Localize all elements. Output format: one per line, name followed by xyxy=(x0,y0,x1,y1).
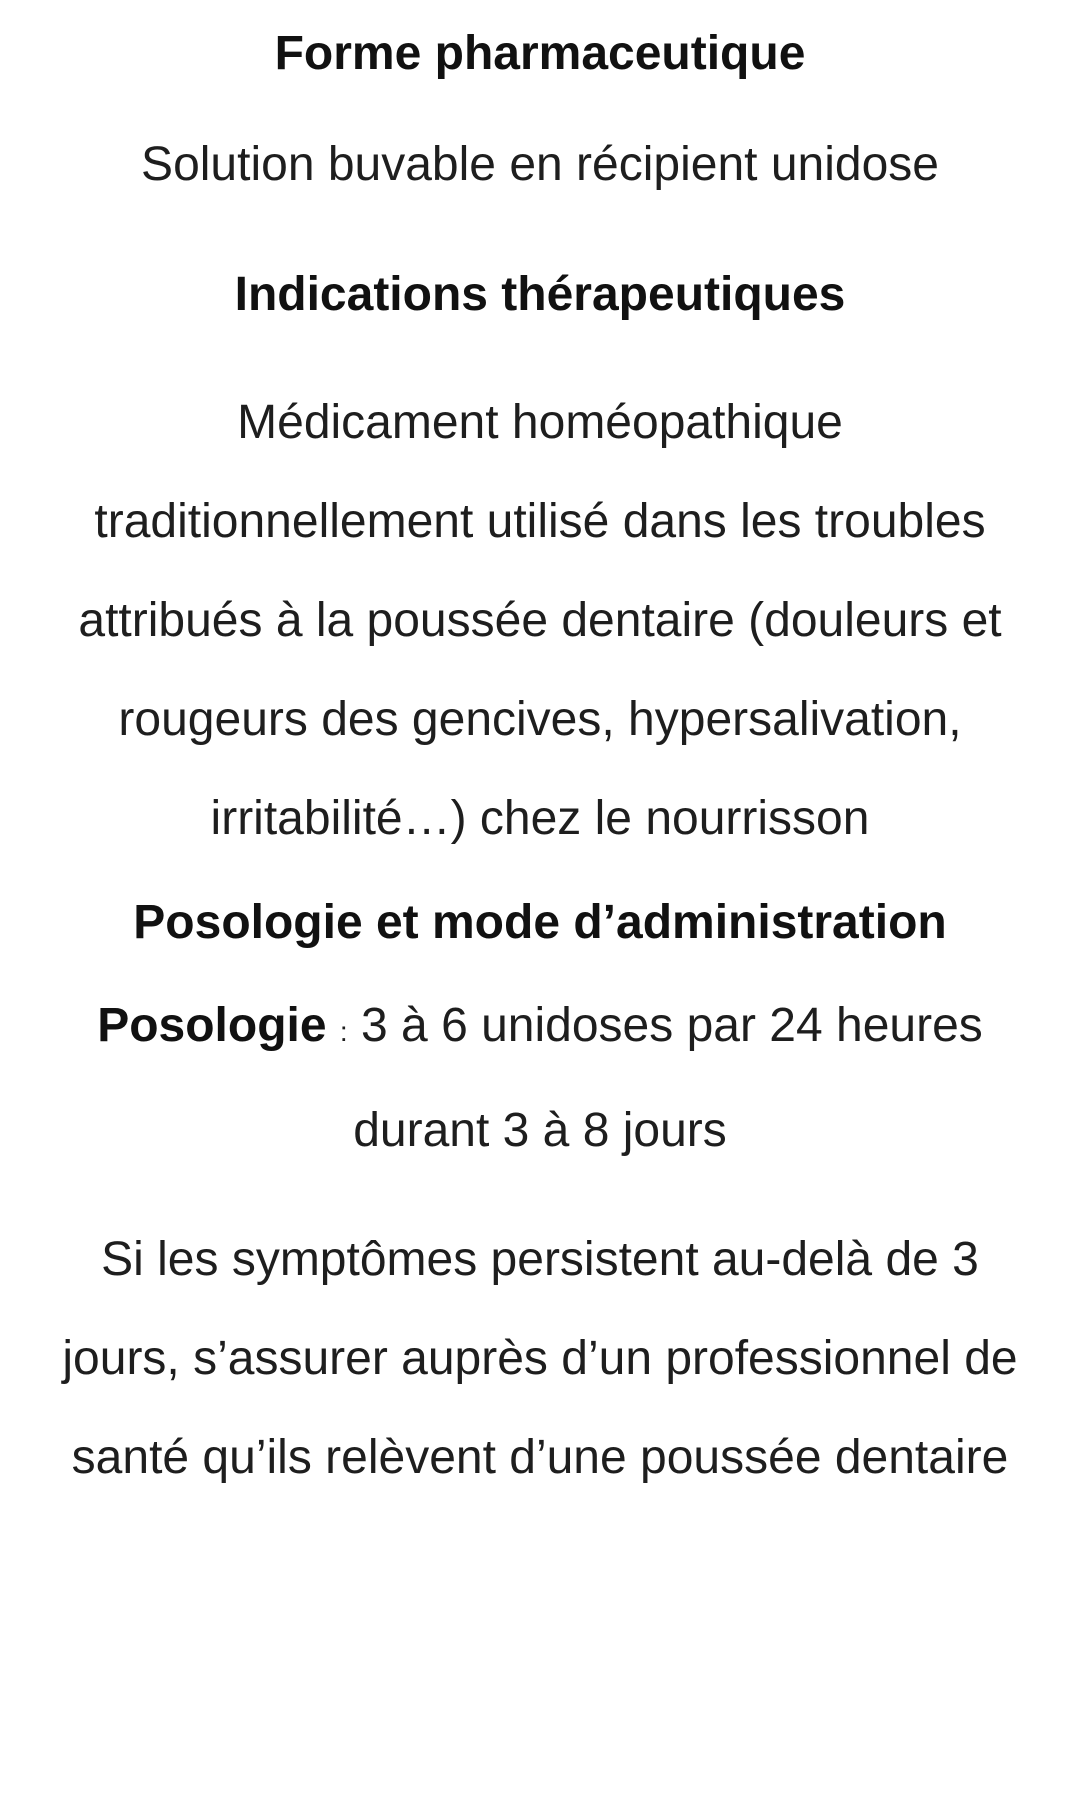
posologie-colon: : xyxy=(339,1016,348,1047)
posologie-paragraph xyxy=(55,976,1025,1180)
posologie-text: 3 à 6 unidoses par 24 heures durant 3 à 8 jours xyxy=(353,999,983,1157)
warning-text: Si les symptômes persistent au-delà de 3 jours, s’assurer auprès d’un professionnel de santé qu’ils relèvent d’une poussée dentaire xyxy=(62,1233,1018,1484)
posologie-label: Posologie xyxy=(97,999,327,1052)
indications-text: Médicament homéopathique traditionnellement utilisé dans les troubles attribués à la poussée dentaire (douleurs et rougeurs des gencives, hypersalivation, irritabilité…) chez le nourrisson xyxy=(78,396,1002,845)
forme-text: Solution buvable en récipient unidose xyxy=(141,138,939,191)
section-heading-forme: Forme pharmaceutique xyxy=(274,27,806,80)
section-heading-posologie: Posologie et mode d’administration xyxy=(133,896,947,949)
section-heading-indications: Indications thérapeutiques xyxy=(234,268,846,321)
